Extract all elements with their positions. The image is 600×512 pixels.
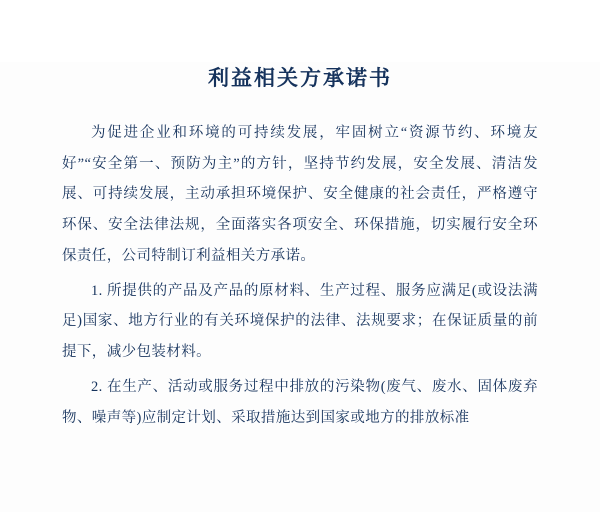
page-title: 利益相关方承诺书 xyxy=(208,66,392,90)
paragraph-item-1: 1. 所提供的产品及产品的原材料、生产过程、服务应满足(或设法满足)国家、地方行业的有关环境保护的法律、法规要求；在保证质量的前提下，减少包装材料。 xyxy=(62,282,538,361)
document-page xyxy=(0,62,600,512)
paragraph-item-2: 2. 在生产、活动或服务过程中排放的污染物(废气、废水、固体废弃物、噪声等)应制定计划、采取措施达到国家或地方的排放标准 xyxy=(62,378,538,426)
paragraph-intro: 为促进企业和环境的可持续发展，牢固树立“资源节约、环境友好”“安全第一、预防为主”的方针，坚持节约发展，安全发展、清洁发展、可持续发展，主动承担环境保护、安全健康的社会责任，严格遵守环保、安全法律法规，全面落实各项安全、环保措施，切实履行安全环保责任，公司特制订利益相关方承诺。 xyxy=(62,125,538,264)
